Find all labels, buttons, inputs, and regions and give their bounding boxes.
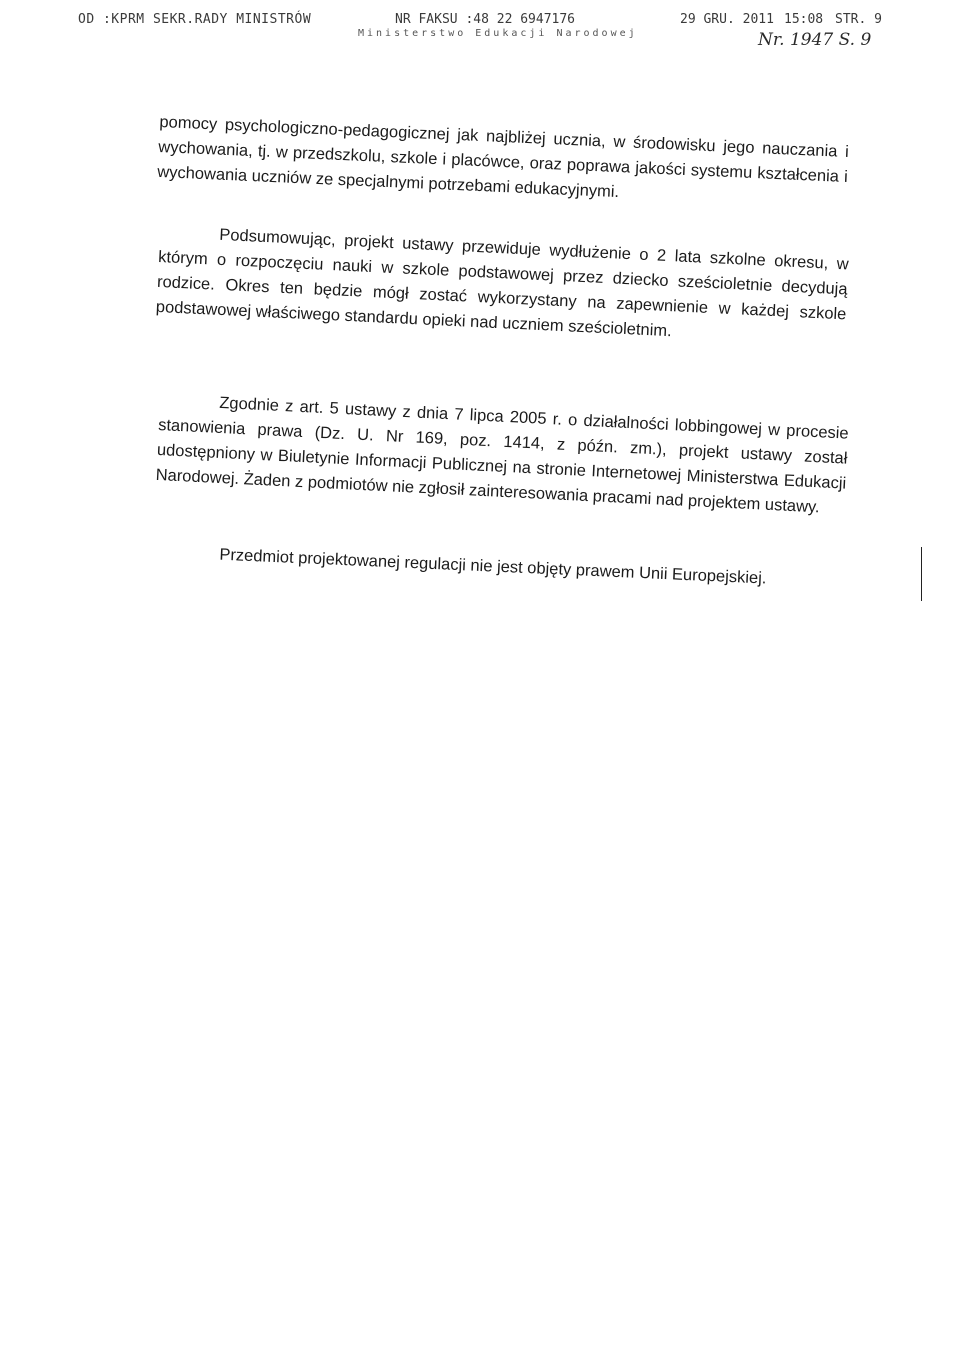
handwritten-annotation: Nr. 1947 S. 9 — [758, 30, 872, 50]
paragraph-text: Zgodnie z art. 5 ustawy z dnia 7 lipca 2005 r. o działalności lobbingowej w procesie stanowienia prawa (Dz. U. Nr 169, poz. 1414, z późn. zm.), projekt ustawy został udostępniony w Biuletynie Informacji Publicznej na stronie Internetowej Ministerstwa Edukacji Narodowej. Żaden z podmiotów nie zgłosił zainteresowania pracami nad projektem ustawy. — [155, 393, 850, 517]
fax-number: NR FAKSU :48 22 6947176 — [395, 12, 576, 27]
fax-header — [0, 10, 960, 70]
fax-date: 29 GRU. 2011 — [680, 12, 774, 27]
paragraph-text: pomocy psychologiczno-pedagogicznej jak najbliżej ucznia, w środowisku jego nauczania i wychowania, tj. w przedszkolu, szkole i placówce, oraz poprawa jakości systemu kształcenia i wychowania uczniów ze specjalnymi potrzebami edukacyjnymi. — [156, 112, 850, 202]
paragraph-lobbying — [155, 388, 849, 522]
paragraph-eu-law — [159, 540, 849, 595]
fax-time: 15:08 — [784, 12, 824, 27]
fax-page-number: STR. 9 — [835, 12, 882, 27]
paragraph-continuation — [157, 110, 850, 215]
paragraph-text: Podsumowując, projekt ustawy przewiduje wydłużenie o 2 lata szkolne okresu, w którym o rozpoczęciu nauki w szkole podstawowej przez dziecko sześcioletnie decydują rodzice. Okres ten będzie mógł zostać wykorzystany na zapewnienie w każdej szkole podstawowej właściwego standardu opieki nad uczniem sześcioletnim. — [155, 225, 850, 341]
margin-mark — [921, 547, 922, 601]
paragraph-text: Przedmiot projektowanej regulacji nie jest objęty prawem Unii Europejskiej. — [219, 545, 767, 588]
paragraph-summary — [155, 220, 849, 353]
ministry-stamp-line: Ministerstwo Edukacji Narodowej — [358, 28, 638, 39]
fax-sender: OD :KPRM SEKR.RADY MINISTRÓW — [78, 12, 312, 27]
